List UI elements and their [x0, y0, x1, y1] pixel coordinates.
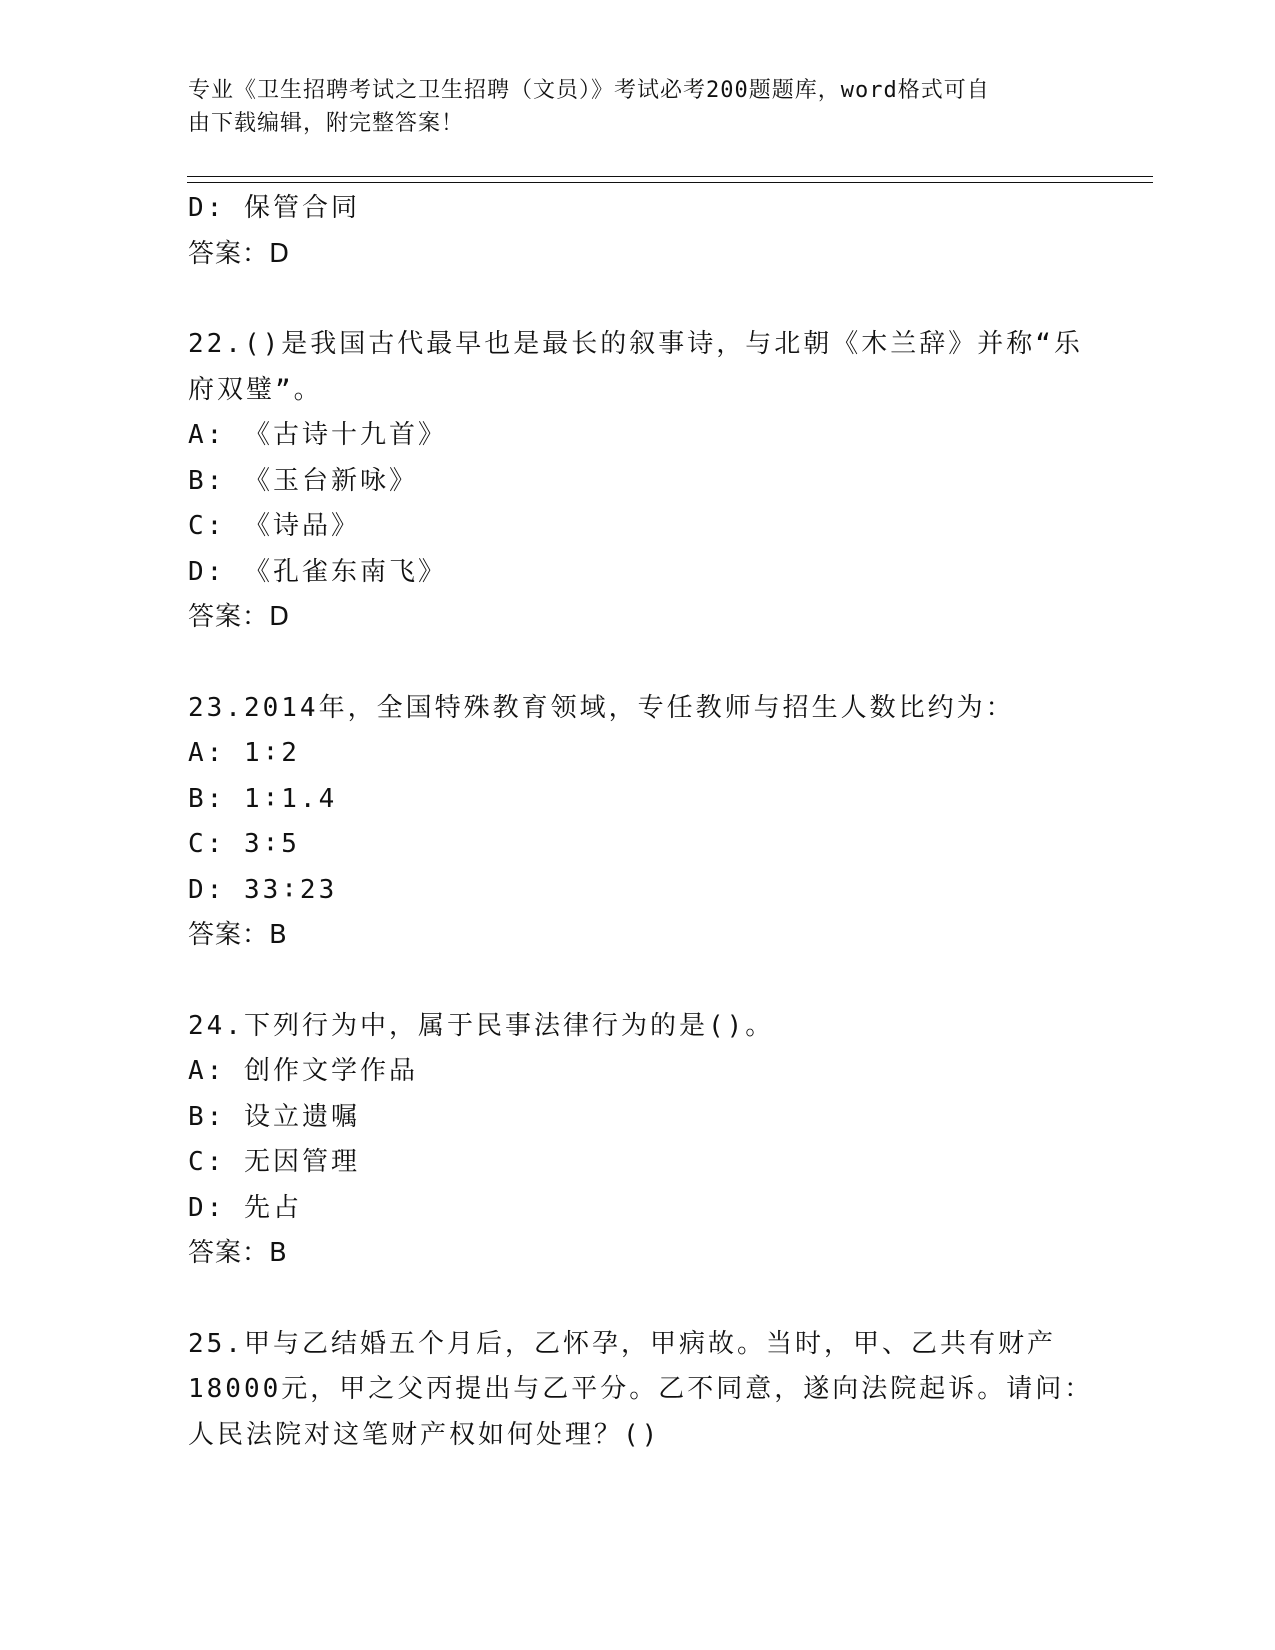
option-b: B: 《玉台新咏》 — [188, 465, 418, 496]
answer-line: 答案：B — [188, 920, 288, 950]
option-d: D: 保管合同 — [188, 193, 360, 223]
option-d: D: 先占 — [188, 1192, 302, 1223]
option-d: D: 33∶23 — [188, 874, 338, 905]
question-25 — [188, 1322, 1094, 1459]
question-stem-line: 府双璧”。 — [188, 374, 323, 405]
question-stem-line: 18000元，甲之父丙提出与乙平分。乙不同意，遂向法院起诉。请问： — [188, 1374, 1094, 1404]
answer-line: 答案：D — [188, 602, 291, 632]
option-a: A: 创作文学作品 — [188, 1056, 418, 1086]
previous-question-tail — [188, 186, 1088, 277]
option-c: C: 3∶5 — [188, 829, 300, 859]
document-body — [188, 186, 1094, 1458]
option-b: B: 设立遗嘱 — [188, 1101, 360, 1132]
header-line-1: 专业《卫生招聘考试之卫生招聘（文员）》考试必考200题题库，word格式可自 — [188, 78, 990, 103]
option-c: C: 《诗品》 — [188, 511, 360, 541]
question-stem-line: 25.甲与乙结婚五个月后，乙怀孕，甲病故。当时，甲、乙共有财产 — [188, 1328, 1056, 1359]
header-divider — [187, 176, 1153, 183]
option-b: B: 1∶1.4 — [188, 783, 338, 814]
question-24 — [188, 1004, 1088, 1277]
answer-line: 答案：D — [188, 238, 291, 269]
option-a: A: 《古诗十九首》 — [188, 420, 447, 450]
document-header — [188, 74, 1068, 140]
answer-line: 答案：B — [188, 1238, 288, 1268]
option-d: D: 《孔雀东南飞》 — [188, 556, 447, 587]
question-22 — [188, 322, 1088, 641]
option-c: C: 无因管理 — [188, 1147, 360, 1177]
question-stem-line: 23.2014年，全国特殊教育领域，专任教师与招生人数比约为： — [188, 692, 1015, 723]
option-a: A: 1∶2 — [188, 738, 300, 768]
question-stem-line: 22.()是我国古代最早也是最长的叙事诗，与北朝《木兰辞》并称“乐 — [188, 329, 1083, 359]
question-stem-line: 人民法院对这笔财产权如何处理？() — [188, 1419, 661, 1450]
header-line-2: 由下载编辑，附完整答案！ — [188, 111, 465, 136]
question-stem-line: 24.下列行为中，属于民事法律行为的是()。 — [188, 1010, 775, 1041]
question-23 — [188, 686, 1088, 959]
